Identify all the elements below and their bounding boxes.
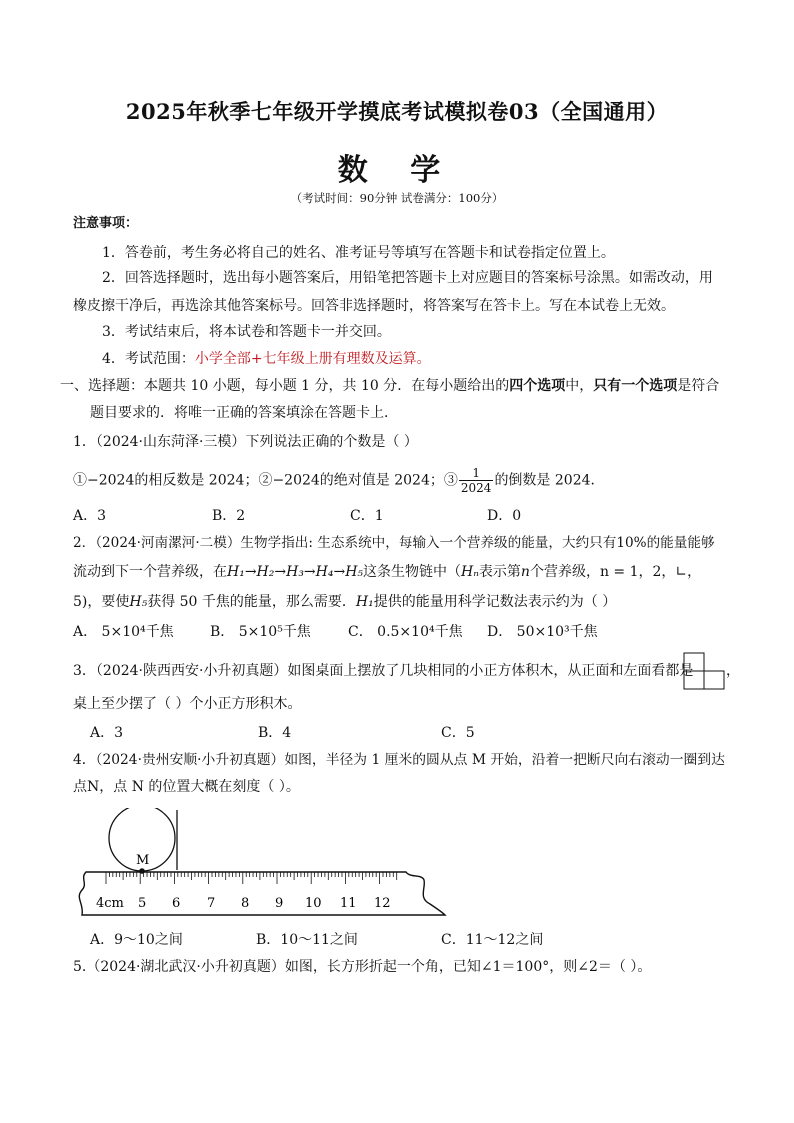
q1-option-c: C．1	[350, 508, 384, 524]
ruler-label-11: 11	[340, 896, 357, 911]
q1-frac-den: 2024	[460, 481, 492, 495]
exam-title: 2025年秋季七年级开学摸底考试模拟卷03（全国通用）	[125, 99, 669, 124]
q2-text-e: n = 1，2，∟，	[599, 564, 702, 580]
section1-bold-a: 四个选项	[509, 378, 566, 394]
note-item-4-scope: 小学全部+七年级上册有理数及运算。	[194, 351, 431, 367]
q2-hn: Hₙ	[461, 564, 479, 580]
ruler-label-9: 9	[275, 896, 284, 911]
q2-text-g: 获得 50 千焦的能量，那么需要．	[147, 594, 356, 610]
note-item-1: 1．答卷前，考生务必将自己的姓名、准考证号等填写在答题卡和试卷指定位置上。	[102, 245, 615, 261]
q1-statements	[73, 466, 605, 495]
q1-option-a: A．3	[73, 508, 107, 524]
q2-h5: H₅	[129, 594, 148, 610]
exam-info: （考试时间：90分钟 试卷满分：100分）	[290, 191, 504, 205]
q1-stem: 1．（2024·山东菏泽·三模）下列说法正确的个数是（ ）	[73, 434, 418, 450]
q3-option-c: C．5	[441, 725, 475, 741]
ruler-label-6: 6	[172, 896, 181, 911]
note-item-3: 3．考试结束后，将本试卷和答题卡一并交回。	[102, 324, 391, 340]
q2-option-a: A． 5×10⁴千焦	[73, 624, 174, 640]
q2-text-a: 流动到下一个营养级，在	[73, 564, 227, 580]
q3-option-b: B．4	[258, 725, 292, 741]
q2-text-c: 表示第	[478, 564, 521, 580]
q5-line1: 5.（2024·湖北武汉·小升初真题）如图，长方形折起一个角，已知∠1＝100°，则∠2＝（ ）。	[73, 959, 652, 975]
q2-food-chain: H₁→H₂→H₃→H₄→H₅	[227, 564, 364, 580]
ruler-label-7: 7	[207, 896, 216, 911]
q2-text-h: 提供的能量用科学记数法表示约为（ ）	[373, 594, 617, 610]
q4-option-c: C．11～12之间	[441, 932, 544, 948]
q2-text-b: 这条生物链中（	[363, 564, 462, 580]
subject-title: 数 学	[337, 153, 457, 188]
q3-line1: 3．（2024·陕西西安·小升初真题）如图桌面上摆放了几块相同的小正方体积木，从正面和左面看都是	[73, 663, 694, 679]
ruler-label-8: 8	[241, 896, 250, 911]
note-item-4-label: 4．考试范围：	[102, 351, 195, 367]
ruler-labels	[96, 896, 391, 911]
section1-text-a: 一、选择题：本题共 10 小题，每小题 1 分，共 10 分．在每小题给出的	[60, 378, 510, 394]
q1-fraction	[459, 466, 494, 495]
q4-option-b: B．10～11之间	[256, 932, 358, 948]
q2-line1: 2．（2024·河南漯河·二模）生物学指出: 生态系统中，每输入一个营养级的能量，大约只有10%的能量能够	[73, 535, 715, 551]
section1-bold-b: 只有一个选项	[593, 378, 678, 394]
q2-line3	[73, 592, 616, 612]
ruler-label-12: 12	[374, 896, 391, 911]
q2-line2	[73, 562, 701, 582]
q2-text-d: 个营养级，	[529, 564, 600, 580]
q3-line2: 桌上至少摆了（ ）个小正方形积木。	[73, 696, 302, 712]
q4-ruler-figure	[70, 808, 455, 923]
q4-line1: 4．（2024·贵州安顺·小升初真题）如图，半径为 1 厘米的圆从点 M 开始，沿着一把断尺向右滚动一圈到达	[73, 752, 725, 768]
section1-text-b: 中，	[565, 378, 594, 394]
q2-h1: H₁	[355, 594, 374, 610]
q1-statement-a: ①−2024的相反数是 2024；②−2024的绝对值是 2024；③	[73, 472, 458, 489]
q3-option-a: A．3	[90, 725, 124, 741]
section1-line2: 题目要求的．将唯一正确的答案填涂在答题卡上．	[90, 405, 398, 421]
ruler-label-5: 5	[138, 896, 147, 911]
section1-line1	[60, 376, 719, 396]
ruler-label-10: 10	[305, 896, 322, 911]
section1-text-c: 是符合	[677, 378, 720, 394]
q3-line1-end: ，	[726, 663, 740, 679]
notes-heading: 注意事项：	[73, 216, 139, 231]
q3-cube-view-figure	[683, 652, 725, 690]
point-m-label: M	[136, 853, 150, 868]
q2-option-c: C． 0.5×10⁴千焦	[348, 624, 463, 640]
q1-option-d: D．0	[487, 508, 522, 524]
q2-text-f: 5)，要使	[73, 594, 130, 610]
q4-option-a: A．9～10之间	[90, 932, 183, 948]
q1-statement-b: 的倒数是 2024．	[494, 472, 605, 489]
q1-option-b: B．2	[212, 508, 246, 524]
note-item-2b: 橡皮擦干净后，再选涂其他答案标号。回答非选择题时，将答案写在答卡上。写在本试卷上无效。	[73, 298, 675, 314]
ruler-label-4cm: 4cm	[96, 896, 124, 911]
note-item-4	[102, 349, 431, 369]
q2-option-d: D． 50×10³千焦	[487, 624, 598, 640]
q2-n: n	[520, 564, 530, 580]
q1-frac-num: 1	[459, 466, 494, 481]
ruler-ticks	[106, 872, 397, 884]
note-item-2a: 2．回答选择题时，选出每小题答案后，用铅笔把答题卡上对应题目的答案标号涂黑。如需改动，用	[102, 270, 713, 286]
q2-option-b: B． 5×10⁵千焦	[210, 624, 311, 640]
q4-line2: 点N，点 N 的位置大概在刻度（ ）。	[73, 779, 300, 795]
